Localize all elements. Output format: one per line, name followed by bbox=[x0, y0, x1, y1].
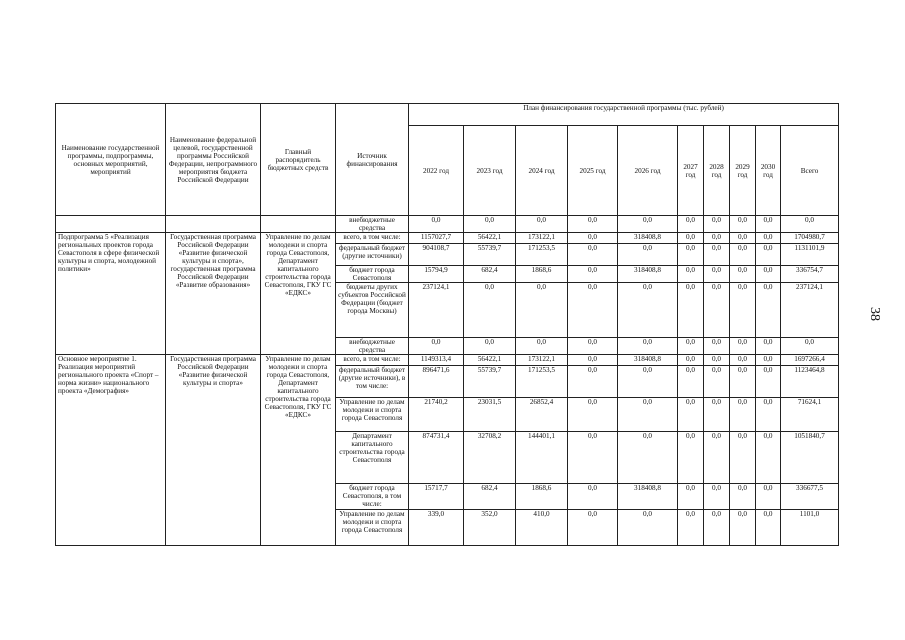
value-cell: 56422,1 bbox=[464, 355, 516, 366]
page-number: 38 bbox=[867, 307, 882, 321]
value-cell: 55739,7 bbox=[464, 366, 516, 398]
value-cell: 0,0 bbox=[618, 244, 678, 266]
header-year: 2024 год bbox=[516, 126, 568, 216]
value-cell: 0,0 bbox=[568, 398, 618, 432]
value-cell: 0,0 bbox=[568, 510, 618, 546]
value-cell: 0,0 bbox=[704, 244, 730, 266]
funding-source: Департамент капитального строительства города Севастополя bbox=[336, 432, 409, 484]
value-cell: 0,0 bbox=[704, 266, 730, 283]
value-cell: 0,0 bbox=[618, 432, 678, 484]
value-cell: 0,0 bbox=[704, 432, 730, 484]
value-cell: 0,0 bbox=[568, 484, 618, 510]
value-cell: 0,0 bbox=[516, 216, 568, 233]
group-name: Основное мероприятие 1. Реализация мероприятий регионального проекта «Спорт – норма жизни» национального проекта «Демография» bbox=[56, 355, 166, 546]
value-cell: 0,0 bbox=[516, 338, 568, 355]
value-cell: 55739,7 bbox=[464, 244, 516, 266]
funding-source: бюджет города Севастополя bbox=[336, 266, 409, 283]
header-year: 2030 год bbox=[756, 126, 781, 216]
value-cell: 0,0 bbox=[618, 366, 678, 398]
value-cell: 0,0 bbox=[678, 283, 704, 338]
value-cell: 0,0 bbox=[678, 484, 704, 510]
value-cell: 21740,2 bbox=[409, 398, 464, 432]
value-cell: 71624,1 bbox=[781, 398, 839, 432]
header-year: 2022 год bbox=[409, 126, 464, 216]
value-cell: 0,0 bbox=[704, 216, 730, 233]
value-cell: 0,0 bbox=[730, 266, 756, 283]
value-cell: 1051840,7 bbox=[781, 432, 839, 484]
value-cell: 0,0 bbox=[618, 283, 678, 338]
value-cell: 0,0 bbox=[618, 338, 678, 355]
value-cell: 1123464,8 bbox=[781, 366, 839, 398]
value-cell: 0,0 bbox=[678, 366, 704, 398]
value-cell: 0,0 bbox=[704, 510, 730, 546]
value-cell: 336754,7 bbox=[781, 266, 839, 283]
header-name: Наименование государственной программы, подпрограммы, основных мероприятий, мероприятий bbox=[56, 104, 166, 216]
value-cell: 0,0 bbox=[464, 216, 516, 233]
value-cell: 352,0 bbox=[464, 510, 516, 546]
value-cell: 0,0 bbox=[730, 216, 756, 233]
group-program: Государственная программа Российской Федерации «Развитие физической культуры и спорта» bbox=[166, 355, 261, 546]
value-cell: 0,0 bbox=[568, 432, 618, 484]
value-cell: 1149313,4 bbox=[409, 355, 464, 366]
value-cell: 0,0 bbox=[756, 398, 781, 432]
value-cell: 1704980,7 bbox=[781, 233, 839, 244]
value-cell: 0,0 bbox=[568, 216, 618, 233]
value-cell: 0,0 bbox=[704, 338, 730, 355]
value-cell: 0,0 bbox=[756, 283, 781, 338]
header-manager: Главный распорядитель бюджетных средств bbox=[261, 104, 336, 216]
funding-source: федеральный бюджет (другие источники) bbox=[336, 244, 409, 266]
value-cell: 0,0 bbox=[464, 283, 516, 338]
value-cell: 0,0 bbox=[678, 233, 704, 244]
value-cell: 0,0 bbox=[730, 366, 756, 398]
group-program bbox=[166, 216, 261, 233]
group-manager bbox=[261, 216, 336, 233]
header-year: 2025 год bbox=[568, 126, 618, 216]
value-cell: 0,0 bbox=[730, 355, 756, 366]
value-cell: 0,0 bbox=[568, 244, 618, 266]
value-cell: 15794,9 bbox=[409, 266, 464, 283]
value-cell: 0,0 bbox=[568, 366, 618, 398]
value-cell: 318408,8 bbox=[618, 233, 678, 244]
value-cell: 874731,4 bbox=[409, 432, 464, 484]
value-cell: 0,0 bbox=[678, 338, 704, 355]
value-cell: 0,0 bbox=[704, 283, 730, 338]
value-cell: 0,0 bbox=[781, 338, 839, 355]
header-year: 2027 год bbox=[678, 126, 704, 216]
header-year: 2028 год bbox=[704, 126, 730, 216]
value-cell: 0,0 bbox=[730, 244, 756, 266]
value-cell: 26852,4 bbox=[516, 398, 568, 432]
header-year: 2023 год bbox=[464, 126, 516, 216]
table-header bbox=[56, 104, 839, 216]
value-cell: 0,0 bbox=[756, 484, 781, 510]
value-cell: 318408,8 bbox=[618, 355, 678, 366]
value-cell: 171253,5 bbox=[516, 244, 568, 266]
group-name: Подпрограмма 5 «Реализация региональных проектов города Севастополя в сфере физической культуры и спорта, молодежной политики» bbox=[56, 233, 166, 355]
value-cell: 0,0 bbox=[756, 266, 781, 283]
value-cell: 56422,1 bbox=[464, 233, 516, 244]
value-cell: 144401,1 bbox=[516, 432, 568, 484]
value-cell: 1101,0 bbox=[781, 510, 839, 546]
funding-source: бюджет города Севастополя, в том числе: bbox=[336, 484, 409, 510]
value-cell: 0,0 bbox=[730, 338, 756, 355]
value-cell: 0,0 bbox=[781, 216, 839, 233]
value-cell: 0,0 bbox=[516, 283, 568, 338]
header-year: 2029 год bbox=[730, 126, 756, 216]
value-cell: 0,0 bbox=[678, 216, 704, 233]
header-year: Всего bbox=[781, 126, 839, 216]
value-cell: 0,0 bbox=[568, 338, 618, 355]
group-name bbox=[56, 216, 166, 233]
value-cell: 318408,8 bbox=[618, 484, 678, 510]
value-cell: 237124,1 bbox=[781, 283, 839, 338]
value-cell: 1157027,7 bbox=[409, 233, 464, 244]
table-row bbox=[56, 355, 839, 366]
header-year: 2026 год bbox=[618, 126, 678, 216]
value-cell: 0,0 bbox=[464, 338, 516, 355]
value-cell: 0,0 bbox=[730, 484, 756, 510]
value-cell: 904108,7 bbox=[409, 244, 464, 266]
value-cell: 237124,1 bbox=[409, 283, 464, 338]
group-manager: Управление по делам молодежи и спорта города Севастополя, Департамент капитального строительства города Севастополя, ГКУ ГС «ЕДКС» bbox=[261, 233, 336, 355]
value-cell: 896471,6 bbox=[409, 366, 464, 398]
value-cell: 0,0 bbox=[409, 338, 464, 355]
value-cell: 336677,5 bbox=[781, 484, 839, 510]
value-cell: 0,0 bbox=[618, 216, 678, 233]
value-cell: 0,0 bbox=[704, 398, 730, 432]
value-cell: 410,0 bbox=[516, 510, 568, 546]
value-cell: 1868,6 bbox=[516, 266, 568, 283]
value-cell: 173122,1 bbox=[516, 233, 568, 244]
value-cell: 0,0 bbox=[678, 398, 704, 432]
value-cell: 1697266,4 bbox=[781, 355, 839, 366]
value-cell: 32708,2 bbox=[464, 432, 516, 484]
value-cell: 0,0 bbox=[678, 244, 704, 266]
value-cell: 0,0 bbox=[618, 398, 678, 432]
value-cell: 1868,6 bbox=[516, 484, 568, 510]
financing-table bbox=[55, 103, 839, 546]
value-cell: 173122,1 bbox=[516, 355, 568, 366]
value-cell: 0,0 bbox=[756, 233, 781, 244]
funding-source: всего, в том числе: bbox=[336, 233, 409, 244]
value-cell: 0,0 bbox=[730, 432, 756, 484]
value-cell: 0,0 bbox=[730, 398, 756, 432]
value-cell: 1131101,9 bbox=[781, 244, 839, 266]
value-cell: 0,0 bbox=[756, 216, 781, 233]
funding-source: внебюджетные средства bbox=[336, 216, 409, 233]
value-cell: 0,0 bbox=[730, 283, 756, 338]
group-manager: Управление по делам молодежи и спорта города Севастополя, Департамент капитального строительства города Севастополя, ГКУ ГС «ЕДКС» bbox=[261, 355, 336, 546]
value-cell: 682,4 bbox=[464, 266, 516, 283]
value-cell: 0,0 bbox=[756, 355, 781, 366]
value-cell: 0,0 bbox=[678, 432, 704, 484]
group-program: Государственная программа Российской Федерации «Развитие физической культуры и спорта», государственная программа Российской Федерации «Развитие образования» bbox=[166, 233, 261, 355]
value-cell: 0,0 bbox=[678, 266, 704, 283]
value-cell: 0,0 bbox=[756, 510, 781, 546]
value-cell: 0,0 bbox=[568, 355, 618, 366]
value-cell: 0,0 bbox=[704, 355, 730, 366]
header-source: Источник финансирования bbox=[336, 104, 409, 216]
value-cell: 0,0 bbox=[568, 233, 618, 244]
value-cell: 0,0 bbox=[409, 216, 464, 233]
value-cell: 0,0 bbox=[568, 283, 618, 338]
value-cell: 0,0 bbox=[678, 355, 704, 366]
value-cell: 0,0 bbox=[756, 338, 781, 355]
value-cell: 0,0 bbox=[618, 510, 678, 546]
value-cell: 0,0 bbox=[704, 484, 730, 510]
header-program: Наименование федеральной целевой, государственной программы Российской Федерации, непрограммного мероприятия бюджета Российской Федерации bbox=[166, 104, 261, 216]
funding-source: всего, в том числе: bbox=[336, 355, 409, 366]
funding-source: федеральный бюджет (другие источники), в том числе: bbox=[336, 366, 409, 398]
value-cell: 0,0 bbox=[756, 244, 781, 266]
value-cell: 339,0 bbox=[409, 510, 464, 546]
value-cell: 23031,5 bbox=[464, 398, 516, 432]
table-row bbox=[56, 216, 839, 233]
funding-source: Управление по делам молодежи и спорта города Севастополя bbox=[336, 398, 409, 432]
value-cell: 682,4 bbox=[464, 484, 516, 510]
value-cell: 318408,8 bbox=[618, 266, 678, 283]
value-cell: 0,0 bbox=[568, 266, 618, 283]
funding-source: Управление по делам молодежи и спорта города Севастополя bbox=[336, 510, 409, 546]
funding-source: бюджеты других субъектов Российской Федерации (бюджет города Москвы) bbox=[336, 283, 409, 338]
funding-source: внебюджетные средства bbox=[336, 338, 409, 355]
value-cell: 0,0 bbox=[678, 510, 704, 546]
value-cell: 15717,7 bbox=[409, 484, 464, 510]
table-row bbox=[56, 233, 839, 244]
value-cell: 0,0 bbox=[704, 366, 730, 398]
value-cell: 0,0 bbox=[730, 233, 756, 244]
value-cell: 0,0 bbox=[756, 366, 781, 398]
value-cell: 0,0 bbox=[756, 432, 781, 484]
value-cell: 0,0 bbox=[730, 510, 756, 546]
table-body bbox=[56, 216, 839, 546]
value-cell: 0,0 bbox=[704, 233, 730, 244]
header-plan-title: План финансирования государственной программы (тыс. рублей) bbox=[409, 104, 839, 126]
value-cell: 171253,5 bbox=[516, 366, 568, 398]
